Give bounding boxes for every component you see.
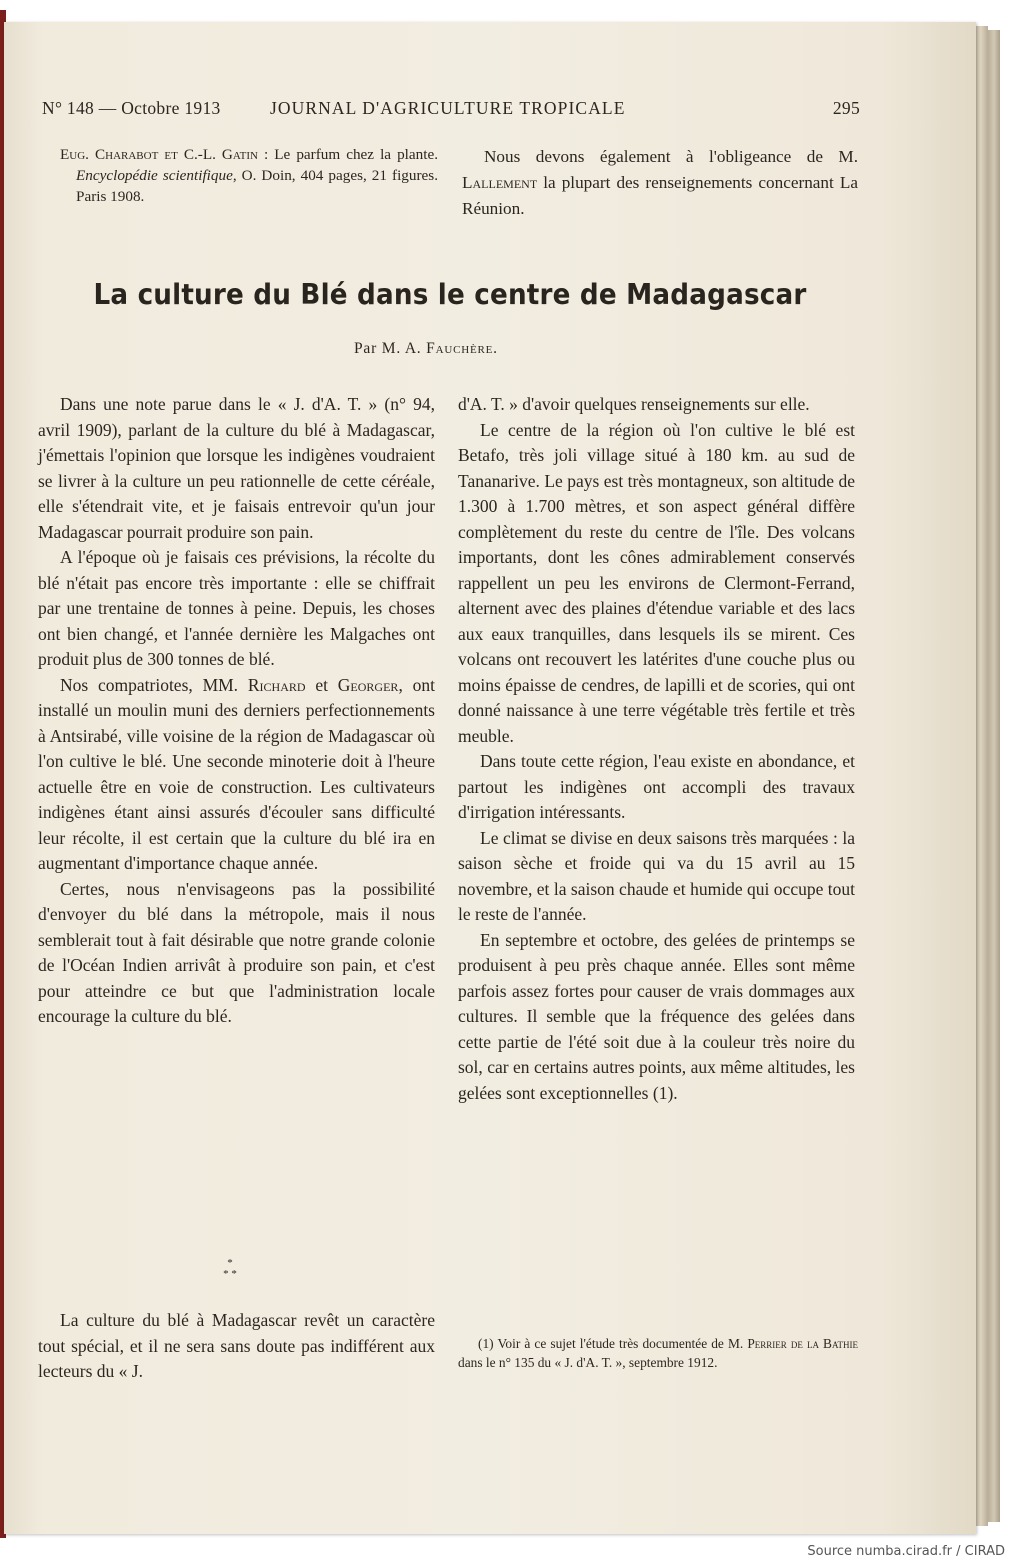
person-name: Richard (247, 674, 306, 695)
paragraph-text: et (305, 674, 338, 695)
page-edge (976, 26, 988, 1526)
note-text-after: la plupart des renseignements concernant La Réunion. (462, 173, 858, 218)
running-header (42, 98, 860, 122)
reference-series: Encyclopédie scientifique (76, 167, 233, 184)
reference-text: : Le parfum chez la plante. (257, 146, 438, 163)
right-column (458, 392, 855, 1106)
asterism-top: * (227, 1257, 233, 1269)
paragraph: Le centre de la région où l'on cultive le blé est Betafo, très joli village situé à 180 km. au sud de Tananarive. Le pays est très montagneux, son altitude de 1.300 à 1.700 mètres, et son aspect général diffère complètement du reste du centre de l'île. Des volcans importants, dont les cônes admirablement conservés rappellent un peu les environs de Clermont-Ferrand, alternent avec des plaines d'étendue variable et des lacs aux eaux tranquilles, dans lesquels ils se mirent. Ces volcans ont recouvert les latérites d'une couche plus ou moins épaisse de cendres, de lapilli et de scories, qui ont donné naissance à une terre végétable très fertile et très meuble. (458, 419, 855, 746)
section-separator (210, 1258, 250, 1280)
paragraph: Dans toute cette région, l'eau existe en abondance, et partout les indigènes ont accompli des travaux d'irrigation intéressants. (458, 751, 855, 822)
left-column-continued (38, 1308, 435, 1385)
journal-title: JOURNAL D'AGRICULTURE TROPICALE (270, 98, 626, 118)
paragraph: A l'époque où je faisais ces prévisions, la récolte du blé n'était pas encore très importante : elle se chiffrait par une trentaine de tonnes à peine. Depuis, les choses ont bien changé, et l'année dernière les Malgaches ont produit plus de 300 tonnes de blé. (38, 547, 435, 669)
article-author (354, 340, 654, 358)
footnote (458, 1334, 858, 1372)
paragraph: Le climat se divise en deux saisons très marquées : la saison sèche et froide qui va du 15 avril au 15 novembre, et la saison chaude et humide qui occupe tout le reste de l'année. (458, 827, 855, 924)
paragraph: d'A. T. » d'avoir quelques renseignements sur elle. (458, 394, 810, 414)
footnote-text-after: dans le n° 135 du « J. d'A. T. », septembre 1912. (458, 1355, 718, 1370)
paragraph: Certes, nous n'envisageons pas la possibilité d'envoyer du blé dans la métropole, mais il nous semblerait tout à fait désirable que notre grande colonie de l'Océan Indien arrivât à produire son pain, et c'est pour atteindre ce but que l'administration locale encourage la culture du blé. (38, 878, 435, 1026)
paragraph: En septembre et octobre, des gelées de printemps se produisent à peu près chaque année. Elles sont même parfois assez fortes pour causer de vrais dommages aux cultures. Il semble que la fréquence des gelées dans cette partie de l'été soit due à la couleur très noire du sol, car en certains autres points, aux même altitudes, les gelées sont exceptionnelles (1). (458, 929, 855, 1103)
left-column (38, 392, 435, 1030)
person-name: Georger (337, 674, 399, 695)
page-edge-stack (988, 30, 1000, 1522)
note-name: Lallement (462, 173, 538, 192)
note-text-before: Nous devons également à l'obligeance de M. (484, 147, 858, 166)
author-name: Fauchère. (426, 340, 498, 357)
issue-date: N° 148 — Octobre 1913 (42, 98, 221, 118)
paragraph: La culture du blé à Madagascar revêt un caractère tout spécial, et il ne sera sans doute pas indifférent aux lecteurs du « J. (38, 1310, 435, 1381)
paragraph-text: , ont installé un moulin muni des derniers perfectionnements à Antsirabé, ville voisine de la région de Madagascar où l'on cultive le blé. Une seconde minoterie doit à l'heure actuelle être en voie de construction. Les cultivateurs indigènes étant ainsi assurés d'écouler sans difficulté leur récolte, il est certain que la culture du blé ira en augmentant d'importance chaque année. (38, 674, 435, 873)
reference-rest: , O. Doin, 404 pages, 21 figures. Paris 1908. (76, 167, 438, 205)
reference-authors: Eug. Charabot et C.-L. Gatin (60, 146, 258, 163)
asterism-bottom: * * (223, 1268, 237, 1280)
bibliographic-reference (60, 144, 438, 207)
footnote-name: Perrier de la Bathie (747, 1336, 858, 1351)
author-prefix: Par M. A. (354, 340, 427, 357)
source-credit: Source numba.cirad.fr / CIRAD (807, 1544, 1005, 1559)
footnote-text-before: (1) Voir à ce sujet l'étude très documentée de M. (478, 1336, 748, 1351)
paragraph: Dans une note parue dans le « J. d'A. T. » (n° 94, avril 1909), parlant de la culture du blé à Madagascar, j'émettais l'opinion que lorsque les indigènes voudraient se livrer à la culture un peu rationnelle de cette céréale, elle s'étendrait vite, et je faisais entrevoir qu'un jour Madagascar pourrait produire son pain. (38, 394, 435, 542)
page-number: 295 (832, 98, 860, 118)
paragraph-text: Nos compatriotes, MM. (60, 674, 248, 695)
paragraph (38, 673, 435, 877)
acknowledgement-note (462, 144, 858, 222)
article-title: La culture du Blé dans le centre de Madagascar (93, 278, 807, 311)
